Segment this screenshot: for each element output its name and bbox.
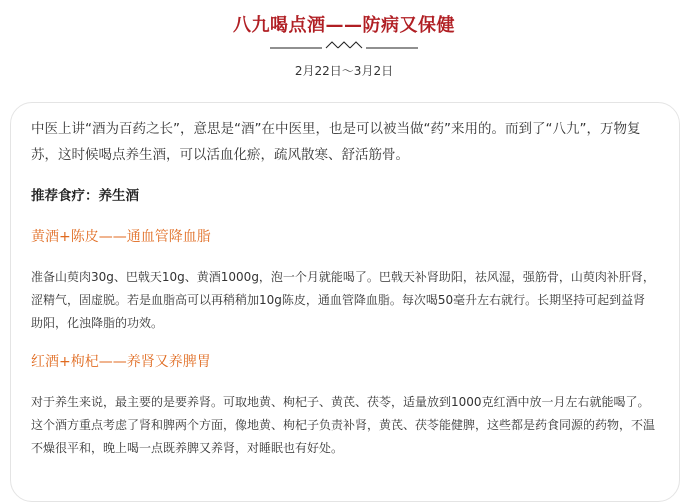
page-title: 八九喝点酒——防病又保健 — [233, 15, 455, 36]
section-body-yellow-wine: 准备山萸肉30g、巴戟天10g、黄酒1000g，泡一个月就能喝了。巴戟天补肾助阳，祛风湿，强筋骨，山萸肉补肝肾，涩精气，固虚脱。若是血脂高可以再稍稍加10g陈皮，通血管降血脂。每次喝50毫升左右就行。长期坚持可起到益肾助阳，化浊降脂的功效。 — [31, 270, 655, 330]
section-heading-yellow-wine: 黄酒+陈皮——通血管降血脂 — [31, 229, 211, 245]
article-card — [10, 102, 680, 502]
date-range: 2月22日～3月2日 — [294, 64, 394, 78]
title-divider-ornament — [270, 38, 418, 54]
recommend-heading: 推荐食疗：养生酒 — [31, 188, 139, 204]
intro-paragraph: 中医上讲“酒为百药之长”，意思是“酒”在中医里，也是可以被当做“药”来用的。而到了“八九”，万物复苏，这时候喝点养生酒，可以活血化瘀，疏风散寒、舒活筋骨。 — [31, 121, 641, 163]
article-header — [0, 0, 688, 100]
section-heading-red-wine: 红酒+枸杞——养肾又养脾胃 — [31, 354, 211, 370]
section-body-red-wine: 对于养生来说，最主要的是要养肾。可取地黄、枸杞子、黄芪、茯苓，适量放到1000克红酒中放一月左右就能喝了。这个酒方重点考虑了肾和脾两个方面，像地黄、枸杞子负责补肾，黄芪、茯苓能健脾，这些都是药食同源的药物，不温不燥很平和，晚上喝一点既养脾又养肾，对睡眠也有好处。 — [31, 395, 656, 455]
article-content — [31, 116, 655, 460]
